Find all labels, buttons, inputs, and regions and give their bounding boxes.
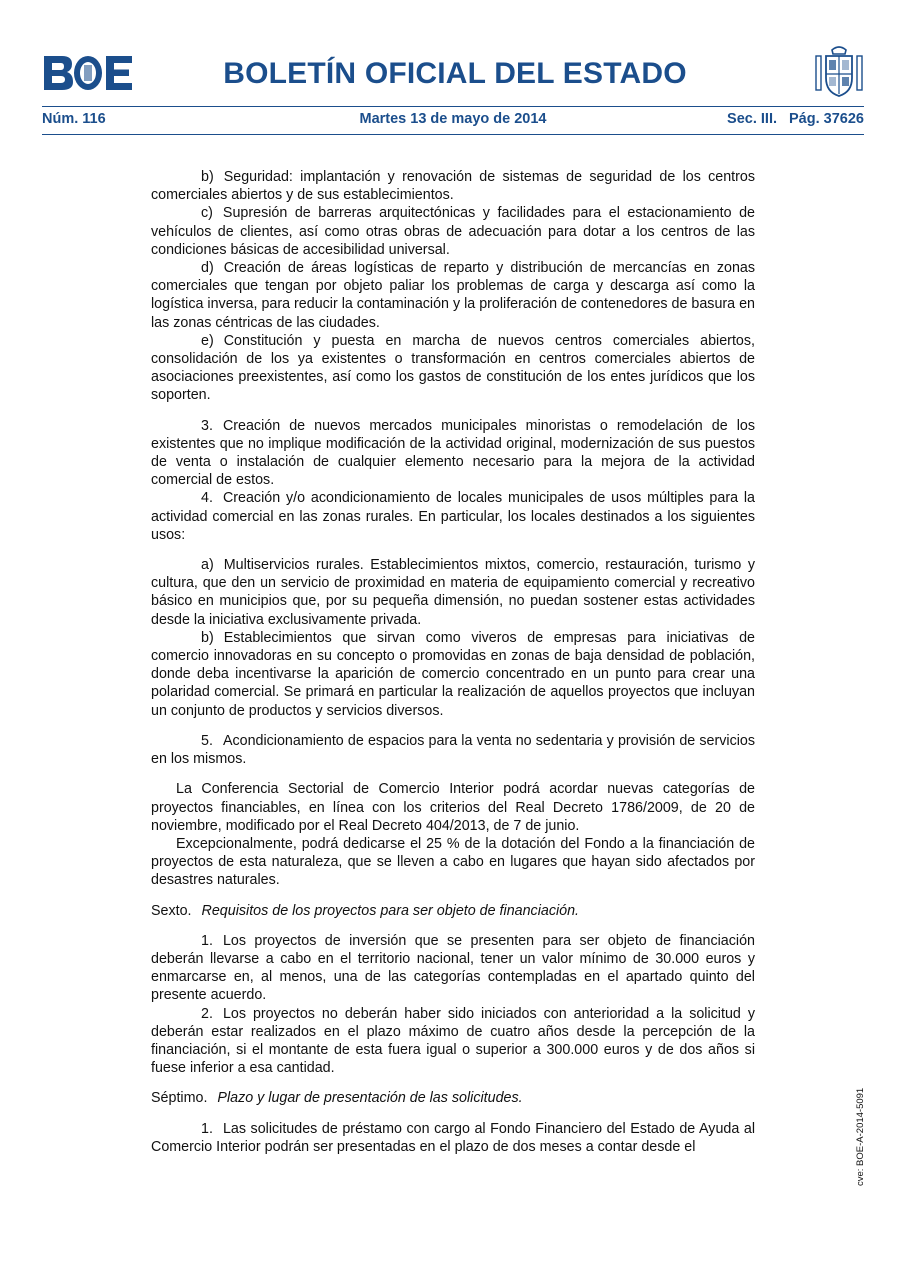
list-item: e) Constitución y puesta en marcha de nuevos centros comerciales abiertos, consolidación de los ya existentes o transformación en centros comerciales abiertos de asociaciones preexistentes, así como los gastos de constitución de los entes jurídicos que los soporten. (151, 332, 755, 404)
paragraph: La Conferencia Sectorial de Comercio Interior podrá acordar nuevas categorías de proyectos financiables, en línea con los criterios del Real Decreto 1786/2009, de 20 de noviembre, modificado por el Real Decreto 404/2013, de 7 de junio. (151, 781, 755, 834)
list-item: 1. Los proyectos de inversión que se presenten para ser objeto de financiación deberán llevarse a cabo en el territorio nacional, tener un valor mínimo de 30.000 euros y enmarcarse en, al menos, una de las categorías contempladas en el apartado quinto del presente acuerdo. (151, 932, 755, 1004)
header-rule-top (42, 106, 864, 107)
list-item: c) Supresión de barreras arquitectónicas y facilidades para el estacionamiento de vehículos de clientes, así como otras obras de adecuación para dotar a los centros de las condiciones básicas de accesibilidad universal. (151, 205, 755, 258)
list-item: d) Creación de áreas logísticas de reparto y distribución de mercancías en zonas comerciales que tengan por objeto paliar los problemas de carga y descarga así como la logística inversa, para reducir la contaminación y la proliferación de contenedores de basura en las zonas céntricas de las ciudades. (151, 260, 755, 331)
paragraph: Excepcionalmente, podrá dedicarse el 25 % de la dotación del Fondo a la financiación de proyectos de esta naturaleza, que se lleven a cabo en lugares que hayan sido afectados por desastres naturales. (151, 835, 755, 889)
list-item: 3. Creación de nuevos mercados municipales minoristas o remodelación de los existentes que no implique modificación de la actividad original, modernización de sus puestos de venta o instalación de cualquier elemento necesario para la mejora de la actividad comercial de estos. (151, 417, 755, 489)
list-item: 4. Creación y/o acondicionamiento de locales municipales de usos múltiples para la actividad comercial en las zonas rurales. En particular, los locales destinados a los siguientes usos: (151, 490, 755, 543)
list-item: 2. Los proyectos no deberán haber sido iniciados con anterioridad a la solicitud y deberán estar realizados en el plazo máximo de cuatro años desde la percepción de la financiación, si el montante de esta fuera igual o superior a 300.000 euros y de dos años si fuese inferior a esa cantidad. (151, 1005, 755, 1077)
section-page (727, 111, 864, 127)
boe-logo-icon (42, 54, 134, 92)
cve-identifier: cve: BOE-A-2014-5091 (855, 1087, 866, 1186)
coat-of-arms-icon (812, 44, 866, 98)
issue-date: Martes 13 de mayo de 2014 (359, 111, 547, 127)
list-item: a) Multiservicios rurales. Establecimientos mixtos, comercio, restauración, turismo y cultura, que den un servicio de proximidad en materia de equipamiento comercial y recreativo básico en municipios que, por su pequeña dimensión, no puedan sostener estas actividades desde la iniciativa exclusivamente privada. (151, 557, 755, 628)
section-label: Sec. III. (727, 111, 778, 127)
list-item: b) Seguridad: implantación y renovación de sistemas de seguridad de los centros comerciales abiertos y de sus establecimientos. (151, 169, 755, 204)
document-body (151, 168, 755, 1156)
issue-number: Núm. 116 (42, 111, 106, 127)
section-heading: Sexto. Requisitos de los proyectos para ser objeto de financiación. (151, 902, 580, 919)
list-item: 1. Las solicitudes de préstamo con cargo al Fondo Financiero del Estado de Ayuda al Comercio Interior podrán ser presentadas en el plazo de dos meses a contar desde el (151, 1120, 755, 1155)
section-heading: Séptimo. Plazo y lugar de presentación de las solicitudes. (151, 1090, 523, 1107)
list-item: 5. Acondicionamiento de espacios para la venta no sedentaria y provisión de servicios en los mismos. (151, 732, 755, 768)
page-number: Pág. 37626 (789, 111, 864, 127)
list-item: b) Establecimientos que sirvan como viveros de empresas para iniciativas de comercio innovadoras en su concepto o promovidas en zonas de baja densidad de población, donde deba incentivarse la aparición de comercio concentrado en un punto para crear una polaridad comercial. Se primará en particular la realización de aquellos proyectos que incluyan un conjunto de productos y servicios diversos. (151, 629, 755, 719)
page-header (0, 0, 906, 140)
header-rule-bottom (42, 134, 864, 135)
page-title: BOLETÍN OFICIAL DEL ESTADO (223, 57, 687, 90)
